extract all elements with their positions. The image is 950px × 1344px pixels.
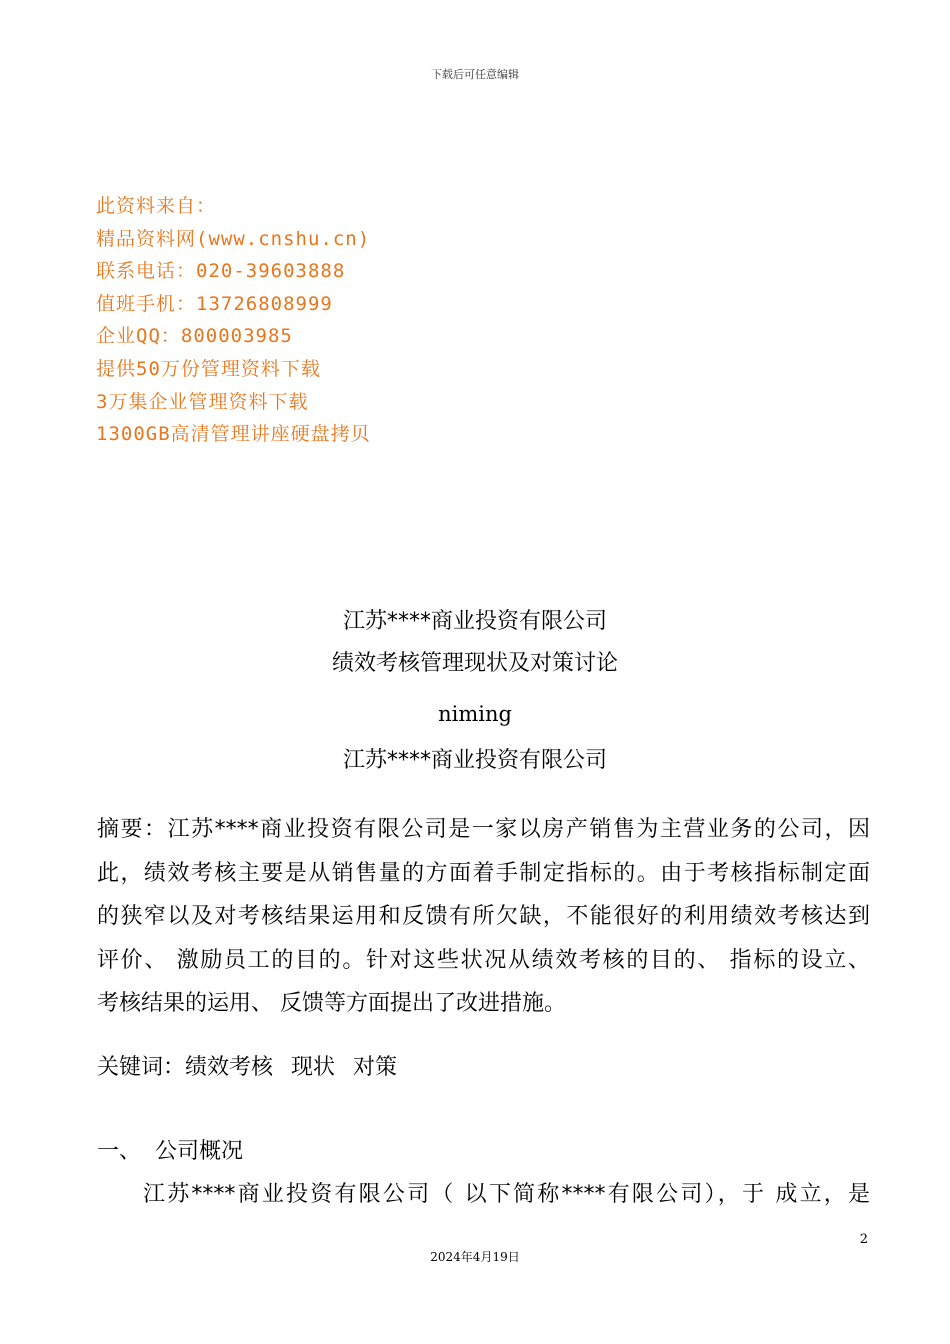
ad-line-phone: 联系电话：020-39603888 [96,260,346,283]
ad-block [96,190,596,451]
header-note: 下载后可任意编辑 [431,68,519,81]
abstract-line: 此，绩效考核主要是从销售量的方面着手制定指标的。由于考核指标制定面 [97,860,870,886]
ad-line-mobile: 值班手机：13726808999 [96,292,333,315]
paper-affiliation: 江苏****商业投资有限公司 [342,748,607,773]
keyword: 绩效考核 [185,1055,274,1080]
ad-line-offer-1: 提供50万份管理资料下载 [96,357,321,380]
paper-title-line-2: 绩效考核管理现状及对策讨论 [331,651,618,676]
abstract-line: 的狭窄以及对考核结果运用和反馈有所欠缺，不能很好的利用绩效考核达到 [97,904,870,929]
abstract-line: 摘要：江苏****商业投资有限公司是一家以房产销售为主营业务的公司，因 [97,817,870,842]
section-number: 一、 [97,1139,142,1164]
keyword: 对策 [353,1055,398,1080]
keywords-label: 关键词： [97,1055,186,1080]
section-heading [97,1130,243,1173]
footer-date: 2024年4月19日 [430,1250,520,1264]
paper-author: niming [438,702,512,726]
abstract-line: 评价、 激励员工的目的。针对这些状况从绩效考核的目的、 指标的设立、 [97,947,870,973]
ad-line-qq: 企业QQ：800003985 [96,325,293,348]
ad-line-offer-2: 3万集企业管理资料下载 [96,390,309,413]
abstract [97,808,870,1026]
ad-line-offer-3: 1300GB高清管理讲座硬盘拷贝 [96,423,371,446]
abstract-line: 考核结果的运用、 反馈等方面提出了改进措施。 [97,991,566,1016]
ad-line-website: 精品资料网(www.cnshu.cn) [96,227,371,250]
section-paragraph: 江苏****商业投资有限公司（ 以下简称****有限公司），于 成立，是 [143,1182,870,1207]
keyword: 现状 [291,1055,336,1080]
paper-title-line-1: 江苏****商业投资有限公司 [342,609,607,634]
page-number: 2 [859,1232,868,1247]
keywords [97,1046,397,1089]
ad-line-source: 此资料来自： [96,195,217,217]
section-title: 公司概况 [155,1139,244,1164]
